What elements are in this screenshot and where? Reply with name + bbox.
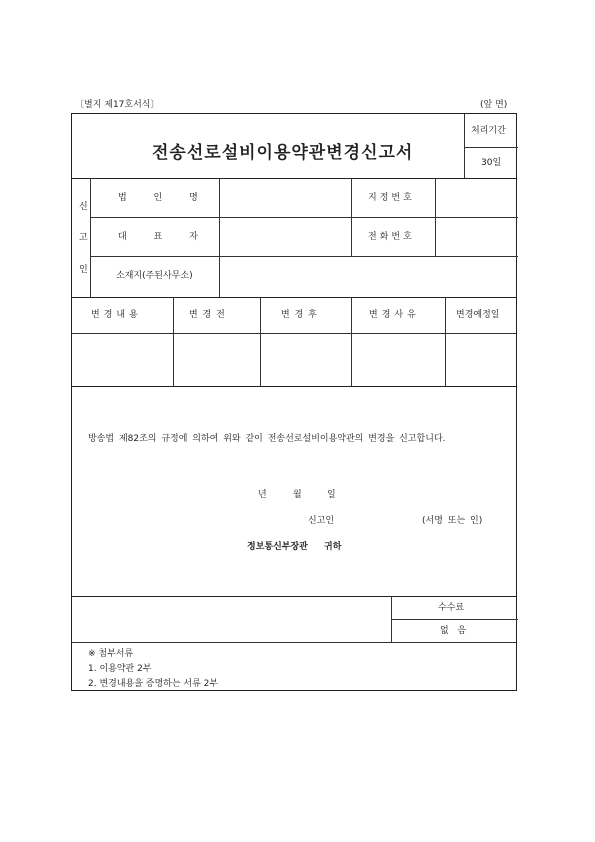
divider (72, 596, 516, 597)
fee-label: 수수료 (438, 603, 465, 613)
divider (72, 642, 516, 643)
applicant-side-label: 인 (79, 265, 88, 275)
phone-number-label: 전화번호 (368, 232, 415, 242)
corporate-name-label: 법 인 명 (118, 193, 198, 203)
changes-header-content: 변경내용 (91, 310, 142, 320)
page-side-label: (앞 면) (480, 100, 508, 110)
divider (445, 297, 446, 386)
divider (435, 178, 436, 256)
fee-value: 없 음 (440, 626, 467, 636)
divider (90, 256, 518, 257)
divider (72, 178, 516, 179)
date-month-label: 월 (293, 490, 302, 500)
changes-header-scheduled-date: 변경예정일 (456, 310, 500, 320)
applicant-side-label: 신 (79, 202, 88, 212)
divider (464, 114, 465, 178)
divider (90, 178, 91, 297)
divider (90, 217, 518, 218)
changes-header-before: 변 경 전 (189, 310, 225, 320)
changes-header-reason: 변경사유 (369, 310, 420, 320)
processing-period-label: 처리기간 (471, 126, 506, 136)
signature-hint: (서명 또는 인) (422, 516, 483, 526)
declarant-label: 신고인 (308, 516, 335, 526)
divider (219, 178, 220, 297)
date-day-label: 일 (327, 490, 336, 500)
designation-number-label: 지정번호 (368, 193, 415, 203)
divider (391, 619, 518, 620)
applicant-side-label: 고 (79, 233, 88, 243)
form-number: 〔별지 제17호서식〕 (75, 100, 160, 110)
address-label: 소재지(주된사무소) (116, 271, 193, 281)
recipient-name: 정보통신부장관 (247, 542, 308, 552)
divider (72, 333, 516, 334)
changes-header-after: 변 경 후 (281, 310, 317, 320)
processing-period-value: 30일 (481, 158, 502, 168)
divider (260, 297, 261, 386)
recipient-suffix: 귀하 (324, 542, 342, 552)
date-year-label: 년 (258, 490, 267, 500)
declaration-statement: 방송법 제82조의 규정에 의하여 위와 같이 전송선로설비이용약관의 변경을 신고합니다. (88, 434, 446, 444)
form-frame (71, 113, 517, 691)
divider (351, 178, 352, 256)
attachment-item: 1. 이용약관 2부 (88, 664, 152, 674)
form-title: 전송선로설비이용약관변경신고서 (152, 143, 414, 163)
representative-label: 대 표 자 (118, 232, 198, 242)
divider (464, 147, 518, 148)
attachments-heading: ※ 첨부서류 (88, 649, 134, 659)
divider (72, 297, 516, 298)
divider (72, 386, 516, 387)
divider (351, 297, 352, 386)
divider (173, 297, 174, 386)
attachment-item: 2. 변경내용을 증명하는 서류 2부 (88, 679, 219, 689)
